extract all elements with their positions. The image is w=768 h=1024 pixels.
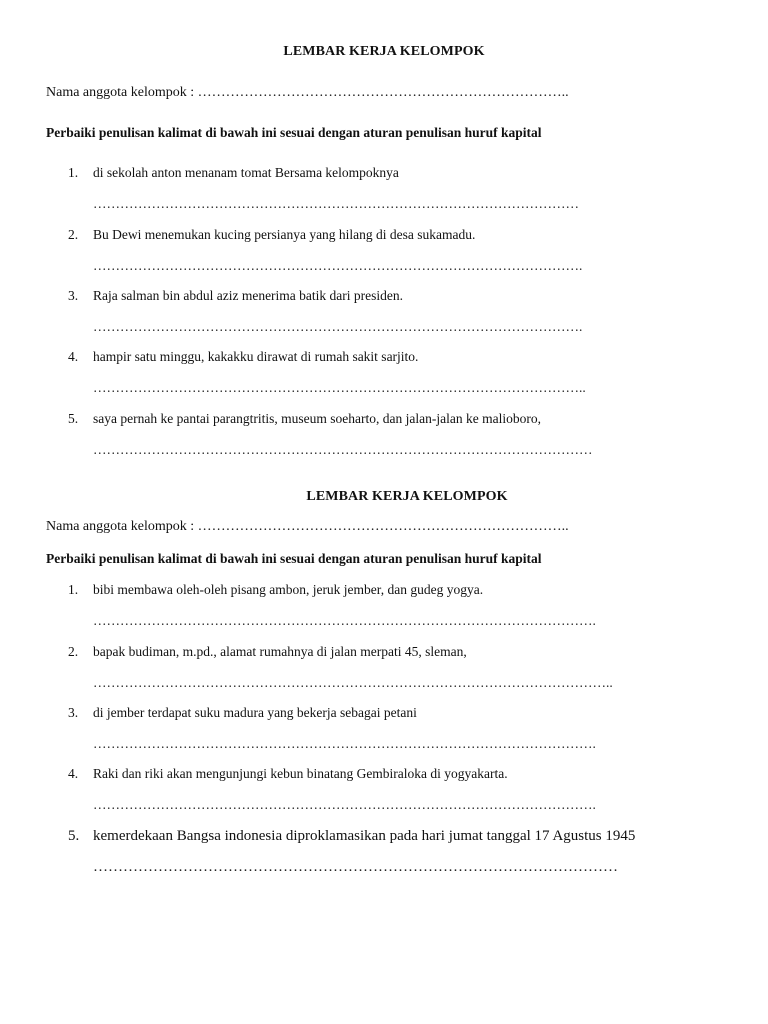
- answer-line: ……………………………………………………………………………………………….: [93, 258, 583, 273]
- item-number: 1.: [68, 582, 79, 597]
- item-number: 1.: [68, 165, 79, 180]
- item-number: 3.: [68, 705, 79, 720]
- item-sentence: Bu Dewi menemukan kucing persianya yang hilang di desa sukamadu.: [93, 227, 476, 242]
- answer-line: ………………………………………………………………………………………………..: [93, 380, 586, 395]
- instruction-text: Perbaiki penulisan kalimat di bawah ini sesuai dengan aturan penulisan huruf kapital: [46, 125, 542, 140]
- item-sentence: di sekolah anton menanam tomat Bersama kelompoknya: [93, 165, 399, 180]
- item-sentence: saya pernah ke pantai parangtritis, museum soeharto, dan jalan-jalan ke malioboro,: [93, 411, 541, 426]
- item-number: 5.: [68, 828, 80, 844]
- instruction-text: Perbaiki penulisan kalimat di bawah ini sesuai dengan aturan penulisan huruf kapital: [46, 551, 542, 566]
- item-sentence: Raja salman bin abdul aziz menerima batik dari presiden.: [93, 288, 404, 303]
- answer-line: ……………………………………………………………………………………………….: [93, 319, 583, 334]
- answer-line: ………………………………………………………………………………………………….: [93, 613, 596, 628]
- item-number: 2.: [68, 644, 79, 659]
- item-sentence: Raki dan riki akan mengunjungi kebun binatang Gembiraloka di yogyakarta.: [93, 766, 508, 781]
- answer-line: ………………………………………………………………………………………………….: [93, 736, 596, 751]
- item-number: 5.: [68, 411, 79, 426]
- answer-line: ……………………………………………………………………………………………: [93, 859, 618, 875]
- answer-line: ………………………………………………………………………………………………….: [93, 797, 596, 812]
- item-number: 4.: [68, 349, 79, 364]
- group-members-line: Nama anggota kelompok : ……………………………………………………………………..: [46, 519, 569, 534]
- item-sentence: di jember terdapat suku madura yang bekerja sebagai petani: [93, 705, 417, 720]
- item-number: 3.: [68, 288, 79, 303]
- item-sentence: hampir satu minggu, kakakku dirawat di rumah sakit sarjito.: [93, 349, 419, 364]
- worksheet-title: LEMBAR KERJA KELOMPOK: [283, 44, 485, 59]
- group-members-line: Nama anggota kelompok : ……………………………………………………………………..: [46, 85, 569, 100]
- item-number: 4.: [68, 766, 79, 781]
- item-sentence: kemerdekaan Bangsa indonesia diproklamasikan pada hari jumat tanggal 17 Agustus 1945: [93, 828, 636, 844]
- item-number: 2.: [68, 227, 79, 242]
- worksheet-title: LEMBAR KERJA KELOMPOK: [306, 489, 508, 504]
- answer-line: …………………………………………………………………………………………………: [93, 442, 593, 457]
- answer-line: ……………………………………………………………………………………………………..: [93, 675, 613, 690]
- item-sentence: bapak budiman, m.pd., alamat rumahnya di jalan merpati 45, sleman,: [93, 644, 467, 659]
- answer-line: ………………………………………………………………………………………………: [93, 196, 579, 211]
- item-sentence: bibi membawa oleh-oleh pisang ambon, jeruk jember, dan gudeg yogya.: [93, 582, 484, 597]
